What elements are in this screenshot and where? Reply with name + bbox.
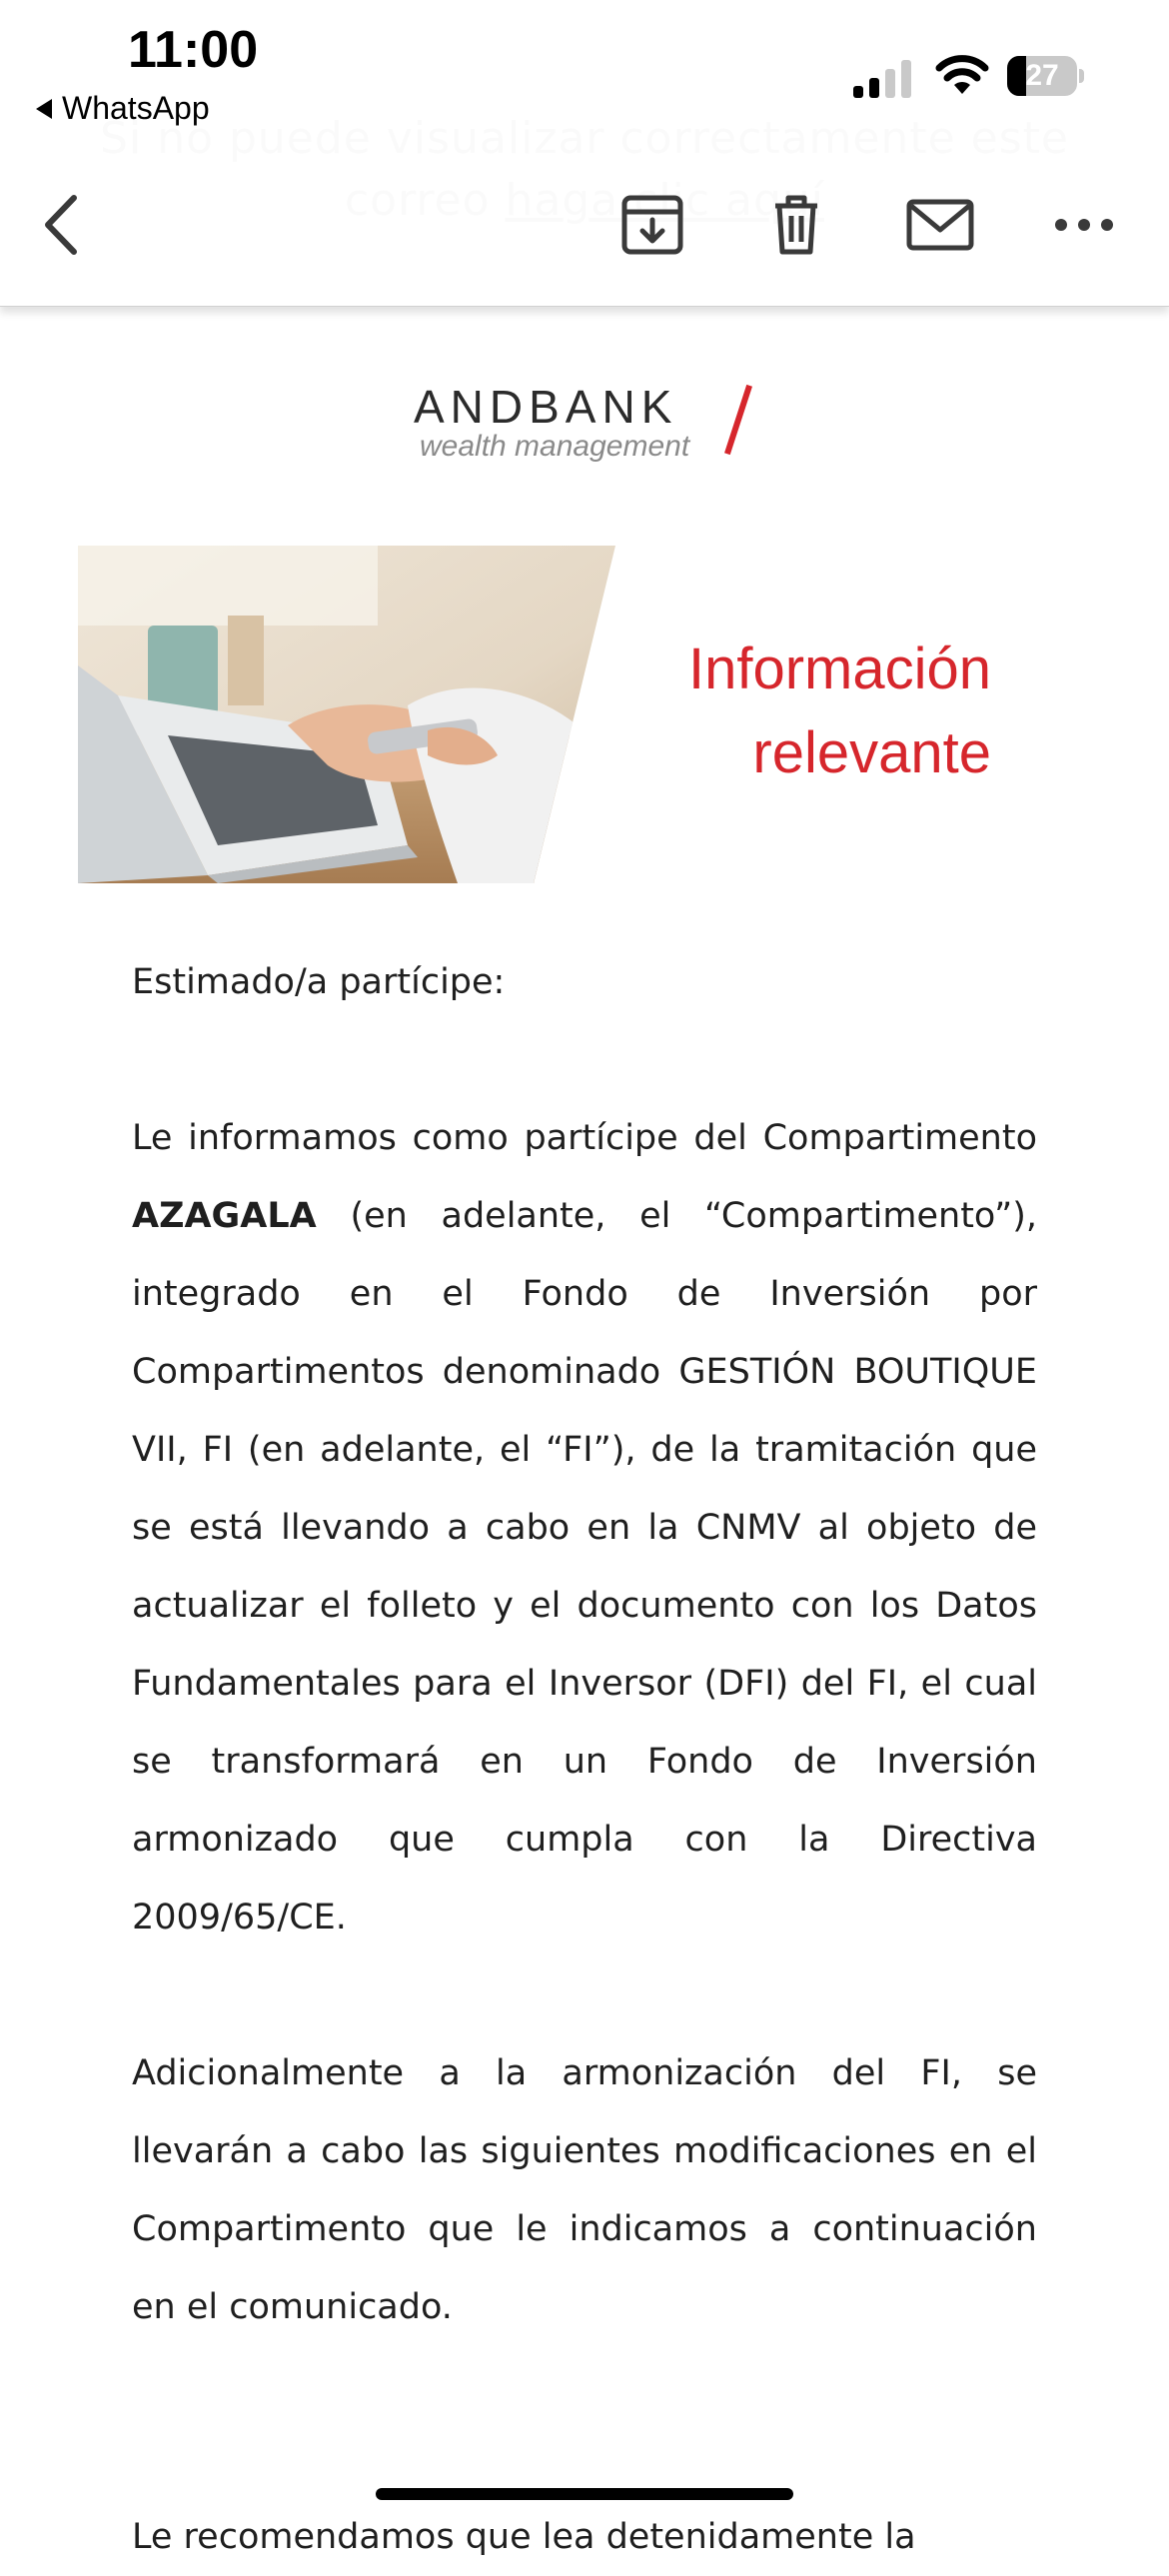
paragraph-1-rest: (en adelante, el “Compartimento”), integrado en el Fondo de Inversión por Compartimentos denominado GESTIÓN BOUTIQUE VII, FI (en adelante, el “FI”), de la tramitación que se está llevando a cabo en la CNMV al objeto de actualizar el folleto y el documento con los Datos Fundamentales para el Inversor (DFI) del FI, el cual se transformará en un Fondo de Inversión armonizado que cumpla con la Directiva 2009/65/CE. xyxy=(132,1196,1037,1937)
cellular-signal-icon xyxy=(853,58,917,98)
email-body xyxy=(132,943,1037,2346)
paragraph-1-start: Le informamos como partícipe del Compartimento xyxy=(132,1118,1037,1158)
battery-level: 27 xyxy=(1025,59,1059,92)
hero-title-line1: Información xyxy=(687,637,991,701)
more-icon[interactable] xyxy=(1049,190,1119,260)
back-app-label: WhatsApp xyxy=(62,90,210,126)
status-time: 11:00 xyxy=(128,21,259,79)
paragraph-2: Adicionalmente a la armonización del FI, se llevarán a cabo las siguientes modificaciones en el Compartimento que le indicamos a continuación en el comunicado. xyxy=(132,2053,1037,2327)
mail-icon[interactable] xyxy=(905,190,975,260)
logo-brand: ANDBANK xyxy=(414,381,678,433)
compartment-name: AZAGALA xyxy=(132,1196,317,1236)
logo-slash xyxy=(724,385,752,455)
back-triangle-icon xyxy=(36,99,52,119)
paragraph-3-partial: Le recomendamos que lea detenidamente la xyxy=(132,2517,916,2557)
hero-title xyxy=(639,628,991,795)
hero-laptop-image xyxy=(78,546,615,883)
chevron-left-icon[interactable] xyxy=(30,190,100,260)
logo-tagline: wealth management xyxy=(420,430,690,463)
andbank-logo xyxy=(414,380,773,480)
wifi-icon xyxy=(935,54,989,98)
trash-icon[interactable] xyxy=(761,190,831,260)
home-indicator[interactable] xyxy=(376,2488,793,2500)
archive-icon[interactable] xyxy=(617,190,687,260)
greeting: Estimado/a partícipe: xyxy=(132,962,506,1002)
status-bar xyxy=(0,0,1169,126)
paragraph-1 xyxy=(132,1099,1037,1956)
hero-title-line2: relevante xyxy=(752,720,991,785)
battery-icon xyxy=(1007,56,1085,96)
back-to-app-link[interactable] xyxy=(36,90,210,127)
